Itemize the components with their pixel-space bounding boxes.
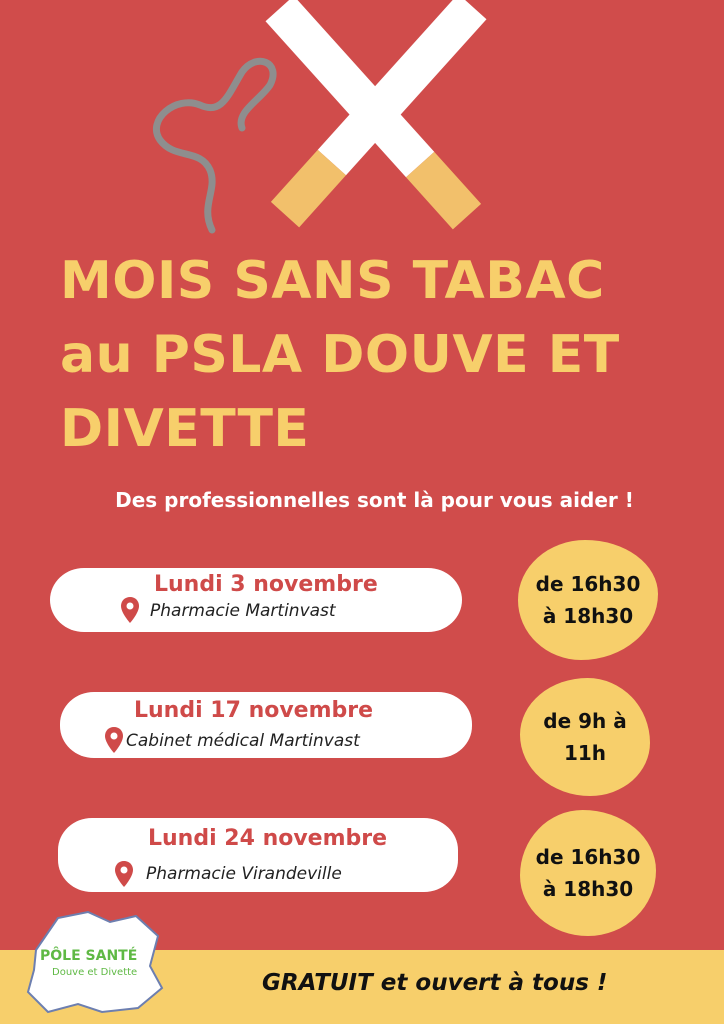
title-line-3: DIVETTE <box>60 399 310 459</box>
title-line-1: MOIS SANS TABAC <box>60 251 605 311</box>
page-title <box>60 244 700 466</box>
event-date: Lundi 17 novembre <box>134 698 374 723</box>
event-card-3 <box>58 818 458 892</box>
footer-text: GRATUIT et ouvert à tous ! <box>262 970 608 996</box>
event-place: Pharmacie Virandeville <box>146 864 342 884</box>
event-card-1 <box>50 568 462 632</box>
location-pin-icon <box>114 860 134 888</box>
time-badge-2 <box>520 678 650 796</box>
crossed-cigarettes-icon <box>0 0 724 240</box>
time-badge-3 <box>520 810 656 936</box>
subtitle: Des professionnelles sont là pour vous aider ! <box>115 488 634 512</box>
time-line-1: de 16h30 <box>535 572 641 596</box>
logo-title: PÔLE SANTÉ <box>40 948 138 964</box>
logo-subtitle: Douve et Divette <box>52 967 138 978</box>
time-line-1: de 9h à <box>543 709 627 733</box>
event-card-2 <box>60 692 472 758</box>
event-date: Lundi 24 novembre <box>148 826 388 851</box>
time-badge-1 <box>518 540 658 660</box>
event-place: Pharmacie Martinvast <box>150 601 336 621</box>
time-line-2: à 18h30 <box>542 604 634 628</box>
time-line-1: de 16h30 <box>535 845 641 869</box>
event-date: Lundi 3 novembre <box>154 572 378 597</box>
time-line-2: 11h <box>563 741 607 765</box>
title-line-2: au PSLA DOUVE ET <box>60 325 620 385</box>
event-place: Cabinet médical Martinvast <box>126 731 360 751</box>
location-pin-icon <box>120 596 140 624</box>
time-line-2: à 18h30 <box>542 877 634 901</box>
location-pin-icon <box>104 726 124 754</box>
